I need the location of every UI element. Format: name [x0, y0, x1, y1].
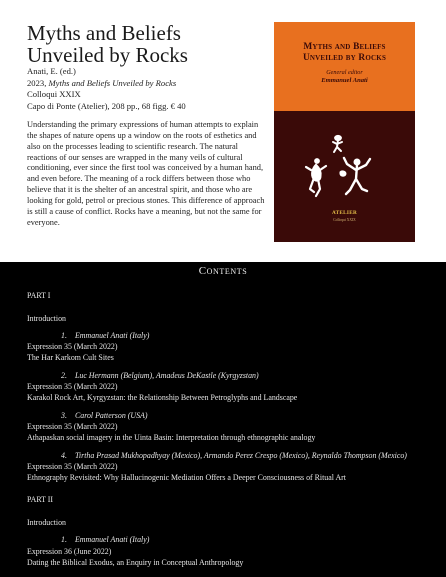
entry-number: 2. [61, 370, 67, 380]
cover-title [274, 42, 415, 63]
cover-title-line-1: Myths and Beliefs [303, 42, 386, 52]
contents-section [0, 262, 446, 577]
book-title-italic: Myths and Beliefs Unveiled by Rocks [48, 77, 177, 88]
entry-authors: Emmanuel Anati (Italy) [74, 535, 150, 545]
entry-authors: Carol Patterson (USA) [74, 410, 148, 420]
book-title-line-2: Unveiled by Rocks [27, 43, 188, 67]
cover-editor-name: Emmanuel Anati [321, 77, 368, 84]
entry-authors-line [27, 410, 437, 421]
entry-issue: Expression 35 (March 2022) [27, 461, 118, 471]
list-item [27, 450, 437, 484]
list-item [27, 410, 437, 444]
book-author: Anati, E. (ed.) [27, 66, 76, 76]
entry-title: The Har Karkom Cult Sites [27, 353, 114, 363]
list-item [27, 534, 437, 568]
part-label: PART II [27, 495, 54, 505]
entry-authors-line [27, 534, 437, 545]
rock-art-figures-illustration [304, 134, 384, 204]
book-year-title [27, 78, 257, 90]
book-series: Colloqui XXIX [27, 89, 81, 100]
entry-issue: Expression 35 (March 2022) [27, 382, 118, 392]
book-cover-image [274, 22, 415, 242]
part-label: PART I [27, 291, 51, 300]
book-title-line-1: Myths and Beliefs [27, 21, 181, 45]
list-item [27, 370, 437, 404]
entry-issue: Expression 35 (March 2022) [27, 342, 118, 352]
entry-number: 1. [61, 535, 67, 545]
entry-authors: Tirtha Prasad Mukhopadhyay (Mexico), Armando Perez Crespo (Mexico), Reynaldo Thompson (Mexico) [74, 450, 407, 460]
part-introduction: Introduction [27, 313, 67, 323]
book-info-section [0, 0, 446, 262]
entry-authors-line [27, 330, 437, 341]
book-title [27, 22, 257, 66]
entry-number: 4. [61, 450, 67, 460]
entry-title: Dating the Biblical Exodus, an Enquiry in Conceptual Anthropology [27, 557, 244, 567]
entry-title: Karakol Rock Art, Kyrgyzstan: the Relationship Between Petroglyphs and Landscape [27, 393, 298, 403]
entry-title: Ethnography Revisited: Why Hallucinogenic Mediation Offers a Deeper Consciousness of Ritual Art [27, 473, 346, 483]
book-year: 2023, [27, 77, 47, 88]
book-publisher-line: Capo di Ponte (Atelier), 208 pp., 68 figg. € 40 [27, 100, 186, 111]
entry-authors: Emmanuel Anati (Italy) [74, 330, 150, 340]
entry-issue: Expression 35 (March 2022) [27, 421, 118, 431]
entry-authors-line [27, 370, 437, 381]
book-metadata [27, 66, 257, 112]
entry-number: 3. [61, 410, 67, 420]
table-of-contents [27, 290, 437, 568]
entry-title: Athapaskan social imagery in the Uinta Basin: Interpretation through ethnographic analogy [27, 433, 316, 443]
entry-number: 1. [61, 330, 67, 340]
list-item [27, 330, 437, 364]
cover-series: Colloqui XXIX [333, 218, 356, 222]
part-introduction: Introduction [27, 518, 67, 528]
cover-title-line-2: Unveiled by Rocks [302, 52, 387, 63]
cover-publisher: ATELIER [331, 210, 358, 216]
entry-authors-line [27, 450, 437, 461]
entry-authors: Luc Hermann (Belgium), Amadeus DeKastle (Kyrgyzstan) [74, 370, 259, 380]
cover-title-band [274, 22, 415, 111]
cover-editor-label: General editor [326, 69, 363, 76]
book-description: Understanding the primary expressions of human attempts to explain the shapes of nature opens up a window on the roots of esthetics and also on the processes leading to scientific research. The natural reactions of our senses are wrapped in the many veils of cultural conditioning, ever since the first tool was conceived by a human hand, and even before. The meaning of a rock differs between those who believe that it is the shelter of an ancestral spirit, and those who are looking for gold, petrol or precious stones. This difference of approach is still a cause of conflict. Rocks have a meaning, but not the same for everyone. [27, 120, 265, 227]
contents-heading: Contents [198, 265, 248, 277]
entry-issue: Expression 36 (June 2022) [27, 546, 112, 556]
